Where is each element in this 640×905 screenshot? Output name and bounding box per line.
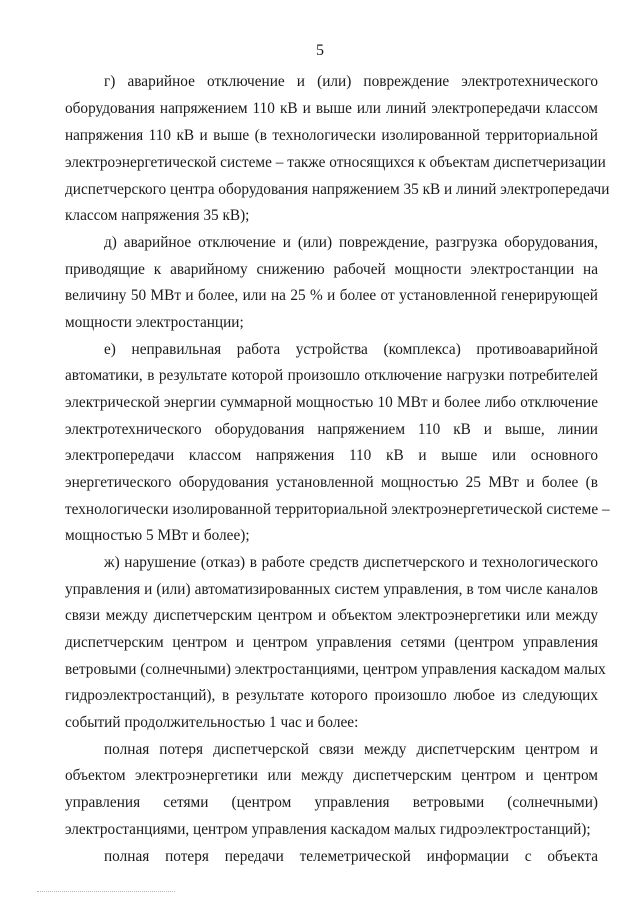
text-line: величину 50 МВт и более, или на 25 % и более от установленной генерирующей [65, 287, 598, 304]
text-line: приводящие к аварийному снижению рабочей мощности электростанции на [65, 261, 598, 278]
text-line: электропередачи классом напряжения 110 кВ и выше или основного [65, 447, 598, 464]
page-number: 5 [316, 42, 324, 59]
text-line: электроэнергетической системе – также относящихся к объектам диспетчеризации [65, 154, 606, 171]
text-line: ж) нарушение (отказ) в работе средств диспетчерского и технологического [104, 554, 598, 571]
scan-artifact-line [37, 891, 175, 892]
text-line: мощностью 5 МВт и более); [65, 527, 250, 544]
text-line: диспетчерского центра оборудования напряжением 35 кВ и линий электропередачи [65, 181, 610, 198]
text-line: е) неправильная работа устройства (комплекса) противоаварийной [104, 341, 598, 358]
text-line: электрической энергии суммарной мощностью 10 МВт и более либо отключение [65, 394, 598, 411]
text-line: связи между диспетчерским центром и объектом электроэнергетики или между [65, 607, 598, 624]
text-line: диспетчерским центром и центром управления сетями (центром управления [65, 634, 598, 651]
text-line: классом напряжения 35 кВ); [65, 207, 250, 224]
text-line: напряжения 110 кВ и выше (в технологически изолированной территориальной [65, 127, 598, 144]
text-line: управления сетями (центром управления ветровыми (солнечными) [65, 794, 598, 811]
text-line: оборудования напряжением 110 кВ и выше или линий электропередачи классом [65, 100, 598, 117]
text-line: автоматики, в результате которой произошло отключение нагрузки потребителей [65, 367, 598, 384]
text-line: управления и (или) автоматизированных систем управления, в том числе каналов [65, 581, 598, 598]
text-line: гидроэлектростанций), в результате которого произошло любое из следующих [65, 687, 598, 704]
text-line: д) аварийное отключение и (или) повреждение, разгрузка оборудования, [104, 234, 598, 251]
text-line: технологически изолированной территориальной электроэнергетической системе – [65, 501, 610, 518]
text-line: событий продолжительностью 1 час и более: [65, 714, 359, 731]
text-line: г) аварийное отключение и (или) повреждение электротехнического [104, 73, 598, 90]
text-line: мощности электростанции; [65, 314, 244, 331]
text-line: полная потеря передачи телеметрической информации с объекта [104, 848, 598, 865]
text-line: ветровыми (солнечными) электростанциями, центром управления каскадом малых [65, 661, 606, 678]
text-line: электротехнического оборудования напряжением 110 кВ и выше, линии [65, 421, 598, 438]
text-line: энергетического оборудования установленной мощностью 25 МВт и более (в [65, 474, 598, 491]
text-line: объектом электроэнергетики или между диспетчерским центром и центром [65, 767, 598, 784]
text-line: электростанциями, центром управления каскадом малых гидроэлектростанций); [65, 821, 591, 838]
text-line: полная потеря диспетчерской связи между диспетчерским центром и [104, 741, 598, 758]
